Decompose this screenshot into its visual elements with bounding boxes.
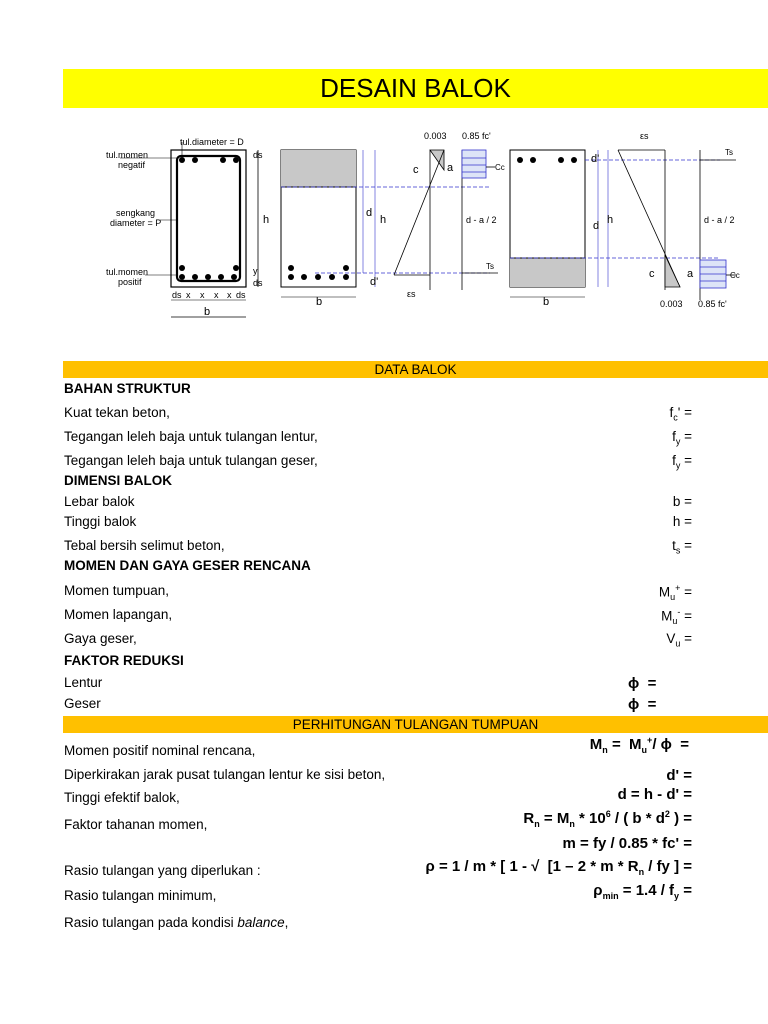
label-rasio-diperlukan: Rasio tulangan yang diperlukan : — [64, 863, 261, 878]
label-tul-positif-1: tul.momen — [106, 267, 149, 277]
row-gaya-geser — [0, 631, 768, 651]
section-title-perhitungan: PERHITUNGAN TULANGAN TUMPUAN — [292, 717, 539, 732]
beam-section-diagram — [100, 125, 768, 325]
label-h-1: h — [263, 214, 270, 226]
row-tebal-selimut — [0, 538, 768, 558]
label-d-a2-2: d - a / 2 — [704, 215, 735, 225]
label-tul-negatif-2: negatif — [118, 160, 146, 170]
symbol-mu-minus: $M_u^-$ = — [661, 607, 692, 627]
label-lebar-balok: Lebar balok — [64, 494, 135, 509]
symbol-phi-lentur: ϕ = — [628, 675, 657, 692]
label-d-prime-1: d' — [370, 276, 379, 288]
label-d-1: d — [366, 207, 373, 219]
label-a-2: a — [687, 268, 694, 280]
formula-rho-min: $\rho_{min} = 1.4 / f_y$ = — [593, 882, 692, 901]
label-h-3: h — [607, 214, 614, 226]
row-kuat-tekan — [0, 405, 768, 425]
section-band-data-balok — [63, 361, 768, 378]
label-b-3: b — [543, 296, 550, 308]
label-rasio-balance-prefix: Rasio tulangan pada kondisi — [64, 915, 238, 930]
row-lentur — [0, 675, 768, 695]
row-momen-gaya — [0, 558, 768, 578]
label-y: y — [253, 266, 258, 276]
label-gaya-geser: Gaya geser, — [64, 631, 137, 646]
label-x-3: x — [214, 290, 219, 300]
label-x-1: x — [186, 290, 191, 300]
label-b-2: b — [316, 296, 323, 308]
symbol-vu: $V_u$ = — [666, 631, 692, 649]
label-tinggi-efektif: Tinggi efektif balok, — [64, 790, 180, 805]
row-lebar-balok — [0, 494, 768, 514]
formula-d-prime: d' = — [666, 767, 692, 784]
symbol-mu-plus: $M_u^+$ = — [658, 583, 692, 603]
label-stress-2: 0.85 fc' — [698, 299, 727, 309]
formula-rn: $R_n = M_n * 10^6$ / ( b * $d^2$ ) = — [523, 809, 692, 829]
row-tinggi-balok — [0, 514, 768, 534]
label-momen-tumpuan: Momen tumpuan, — [64, 583, 170, 598]
label-ds-left: ds — [172, 290, 182, 300]
row-rasio-balance — [0, 915, 768, 935]
label-ds-right: ds — [236, 290, 246, 300]
label-a-1: a — [447, 162, 454, 174]
label-geser: Geser — [64, 696, 101, 711]
label-b-1: b — [204, 306, 211, 318]
label-ts-1: Ts — [486, 262, 494, 271]
rebar-bottom — [179, 265, 239, 280]
label-rasio-balance — [64, 915, 288, 930]
label-lentur: Lentur — [64, 675, 103, 690]
row-tinggi-efektif — [0, 786, 768, 810]
row-faktor-reduksi — [0, 653, 768, 673]
label-es-2: εs — [640, 131, 649, 141]
row-m — [0, 835, 768, 855]
heading-faktor-reduksi: FAKTOR REDUKSI — [64, 653, 184, 668]
label-c-2: c — [649, 268, 655, 280]
label-kuat-tekan: Kuat tekan beton, — [64, 405, 170, 420]
formula-mn: $M_n = M_u^+/$ ϕ = — [589, 735, 689, 755]
label-es-1: εs — [407, 289, 416, 299]
label-momen-lapangan: Momen lapangan, — [64, 607, 173, 622]
rebar-section-2 — [288, 265, 349, 280]
row-momen-lapangan — [0, 607, 768, 627]
row-jarak-pusat — [0, 767, 768, 787]
label-tegangan-lentur: Tegangan leleh baja untuk tulangan lentur, — [64, 429, 318, 444]
heading-bahan-struktur: BAHAN STRUKTUR — [64, 381, 191, 396]
symbol-fc: $f_c'$ = — [669, 405, 692, 423]
row-rasio-minimum — [0, 882, 768, 908]
label-jarak-pusat: Diperkirakan jarak pusat tulangan lentur ke sisi beton, — [64, 767, 386, 782]
label-tinggi-balok: Tinggi balok — [64, 514, 137, 529]
label-ts-2: Ts — [725, 148, 733, 157]
row-tegangan-geser — [0, 453, 768, 473]
label-ds-top: ds — [253, 150, 263, 160]
formula-d: d = h - d' = — [617, 786, 692, 803]
row-faktor-tahanan — [0, 809, 768, 837]
symbol-phi-geser: ϕ = — [628, 696, 657, 713]
label-tul-positif-2: positif — [118, 277, 142, 287]
symbol-fy-lentur: $f_y$ = — [672, 429, 692, 447]
formula-rho: ρ = 1 / m * [ 1 - √ [1 – 2 * m * $R_n$ / fy ] = — [425, 858, 692, 877]
row-momen-tumpuan — [0, 583, 768, 603]
label-strain-2: 0.003 — [660, 299, 683, 309]
row-bahan-struktur — [0, 381, 768, 401]
symbol-phi-geser-eq: = — [647, 696, 657, 713]
row-geser — [0, 696, 768, 716]
formula-m: m = fy / 0.85 * fc' = — [562, 835, 692, 852]
label-x-4: x — [227, 290, 232, 300]
label-stress-1: 0.85 fc' — [462, 131, 491, 141]
label-tebal-selimut: Tebal bersih selimut beton, — [64, 538, 225, 553]
row-tegangan-lentur — [0, 429, 768, 449]
label-sengkang-1: sengkang — [116, 208, 156, 218]
label-x-2: x — [200, 290, 205, 300]
strain-diagram — [394, 150, 444, 290]
row-dimensi-balok — [0, 473, 768, 493]
label-tul-negatif-1: tul.momen — [106, 150, 149, 160]
symbol-b: b = — [672, 494, 692, 509]
label-d-2: d — [593, 220, 600, 232]
section-band-perhitungan — [63, 716, 768, 733]
symbol-fy-geser: $f_y$ = — [672, 453, 692, 471]
label-ds-bottom: ds — [253, 278, 263, 288]
label-c-1: c — [413, 164, 419, 176]
heading-dimensi-balok: DIMENSI BALOK — [64, 473, 172, 488]
label-rasio-minimum: Rasio tulangan minimum, — [64, 888, 217, 903]
row-rasio-diperlukan — [0, 858, 768, 883]
label-cc-1: Cc — [495, 163, 505, 172]
label-sengkang-2: diameter = P — [110, 218, 162, 228]
page-title-text: DESAIN BALOK — [320, 73, 511, 103]
cross-section-labels — [106, 137, 269, 318]
label-tul-diameter: tul.diameter = D — [180, 137, 244, 147]
label-cc-2: Cc — [730, 271, 740, 280]
symbol-phi-lentur-eq: = — [647, 675, 657, 692]
section-title-data-balok: DATA BALOK — [374, 362, 457, 377]
page-title — [63, 69, 768, 108]
symbol-ts: $t_s$ = — [672, 538, 692, 556]
label-h-2: h — [380, 214, 387, 226]
row-momen-positif — [0, 735, 768, 763]
symbol-h: h = — [672, 514, 692, 529]
label-strain-1: 0.003 — [424, 131, 447, 141]
label-tegangan-geser: Tegangan leleh baja untuk tulangan geser, — [64, 453, 318, 468]
label-rasio-balance-italic: balance — [237, 915, 285, 930]
label-d-a2-1: d - a / 2 — [466, 215, 497, 225]
rebar-top — [179, 157, 239, 163]
label-faktor-tahanan: Faktor tahanan momen, — [64, 817, 208, 832]
label-momen-positif: Momen positif nominal rencana, — [64, 743, 256, 758]
label-d-prime-2: d' — [591, 153, 600, 165]
heading-momen-gaya: MOMEN DAN GAYA GESER RENCANA — [64, 558, 311, 573]
label-rasio-balance-suffix: , — [284, 915, 289, 930]
rebar-section-3 — [517, 157, 577, 163]
